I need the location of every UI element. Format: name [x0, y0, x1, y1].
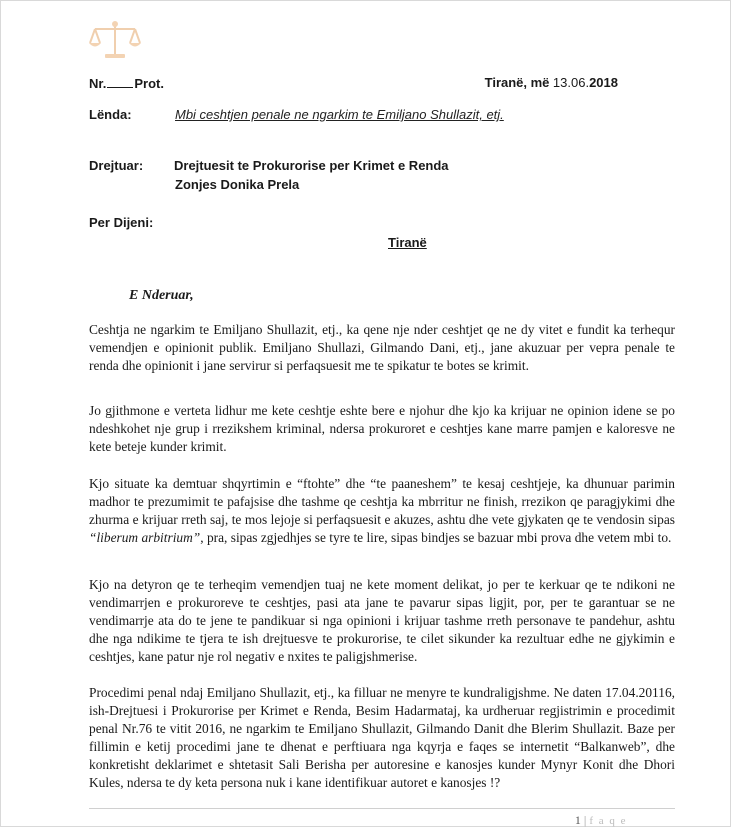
nr-label: Nr.	[89, 76, 107, 91]
footer-separator: |	[583, 813, 587, 827]
subject-value: Mbi ceshtjen penale ne ngarkim te Emiljano Shullazit, etj.	[175, 107, 504, 122]
date-value: 13.06.	[552, 75, 590, 90]
page-number: 1	[574, 813, 581, 827]
paragraph-3	[89, 475, 675, 547]
paragraph-3-part-b: , pra, sipas zgjedhjes se tyre te lire, sipas bindjes se bazuar mbi prova dhe vetem mbi to.	[200, 530, 672, 545]
addressee-line-2: Zonjes Donika Prela	[175, 177, 300, 192]
document-date	[485, 75, 618, 92]
footer-divider	[89, 808, 675, 809]
scales-of-justice-icon	[87, 19, 143, 61]
paragraph-3-latin-phrase: “liberum arbitrium”	[89, 530, 201, 545]
page-word: f a q e	[589, 815, 627, 827]
paragraph-2: Jo gjithmone e verteta lidhur me kete ceshtje eshte bere e njohur dhe kjo ka krijuar ne opinion idene se po ndeshkohet nje grup i rrezikshem kriminal, ndersa prokuroret e ceshtjes kane marre pamjen e kaloresve ne kete beteje kunder krimit.	[89, 403, 675, 454]
salutation: E Nderuar,	[129, 288, 194, 303]
nr-blank	[107, 76, 133, 88]
paragraph-5: Procedimi penal ndaj Emiljano Shullazit, etj., ka filluar ne menyre te kundraligjshme. Ne daten 17.04.20116, ish-Drejtuesi i Prokurorise per Krimet e Renda, Besim Hadarmataj, ka urdheruar regjistrimin e procedimit penal Nr.76 te vitit 2016, ne ngarkim te Emiljano Shullazit, Gilmando Danit dhe Blerim Shullazit. Baze per fillimin e ketij procedimi jane te dhenat e perftiuara nga kqyrja e faqes se internetit “Balkanweb”, dhe konkretisht deklarimet e shtetasit Sali Berisha per autoresine e kanosjes kunder Mynyr Konit dhe Dhori Kules, ndersa te dy keta persona nuk i kane identifikuar autoret e kanosjes !?	[89, 685, 675, 790]
date-year: 2018	[589, 75, 618, 90]
paragraph-1: Ceshtja ne ngarkim te Emiljano Shullazit, etj., ka qene nje nder ceshtjet qe ne dy vitet e fundit ka terhequr vemendjen e opinionit publik. Emiljano Shullazi, Gilmando Dani, etj., jane akuzuar per vepra penale te renda dhe opinionit i jane servirur si perfaqsuesit me te spikatur te botes se krimit.	[89, 322, 675, 373]
date-label: Tiranë, më	[484, 75, 550, 90]
paragraph-3-part-a: Kjo situate ka demtuar shqyrtimin e “ftohte” dhe “te paaneshem” te kesaj ceshtjeje, ka dhunuar parimin madhor te prezumimit te pafajsise dhe tashme qe ceshtja ka mbrritur ne finish, rrezikon qe paragjykimi dhe zhurma e krijuar rreth saj, te mos lejoje si perfaqsuesit e akuzes, ashtu dhe vete gjykaten qe te vendosin sipas	[89, 476, 675, 527]
prot-label: Prot.	[134, 76, 164, 91]
page-footer	[575, 813, 627, 828]
addressee-line-1: Drejtuesit te Prokurorise per Krimet e Renda	[174, 158, 449, 173]
reference-number-line	[89, 76, 164, 91]
subject-label: Lënda:	[89, 107, 132, 122]
paragraph-4: Kjo na detyron qe te terheqim vemendjen tuaj ne kete moment delikat, jo per te kerkuar qe te ndikoni ne vendimarrjen e prokuroreve te ceshtjes, pasi ata jane te pavarur sipas ligjit, por, per te garantuar se ne vendimarrje ata do te jene te pandikuar si nga opinioni i krijuar tashme rreth personave te pandehur, ashtu dhe nga ndikime te tjera te ish drejtuesve te prokurorise, te cilet sikunder ka rezultuar edhe ne gjykimin e ceshtjes, kane patur nje rol negativ e nxites te paligjshmerise.	[89, 577, 675, 664]
cc-label: Per Dijeni:	[89, 215, 154, 230]
addressee-label: Drejtuar:	[89, 158, 144, 173]
cc-city: Tiranë	[388, 235, 427, 250]
